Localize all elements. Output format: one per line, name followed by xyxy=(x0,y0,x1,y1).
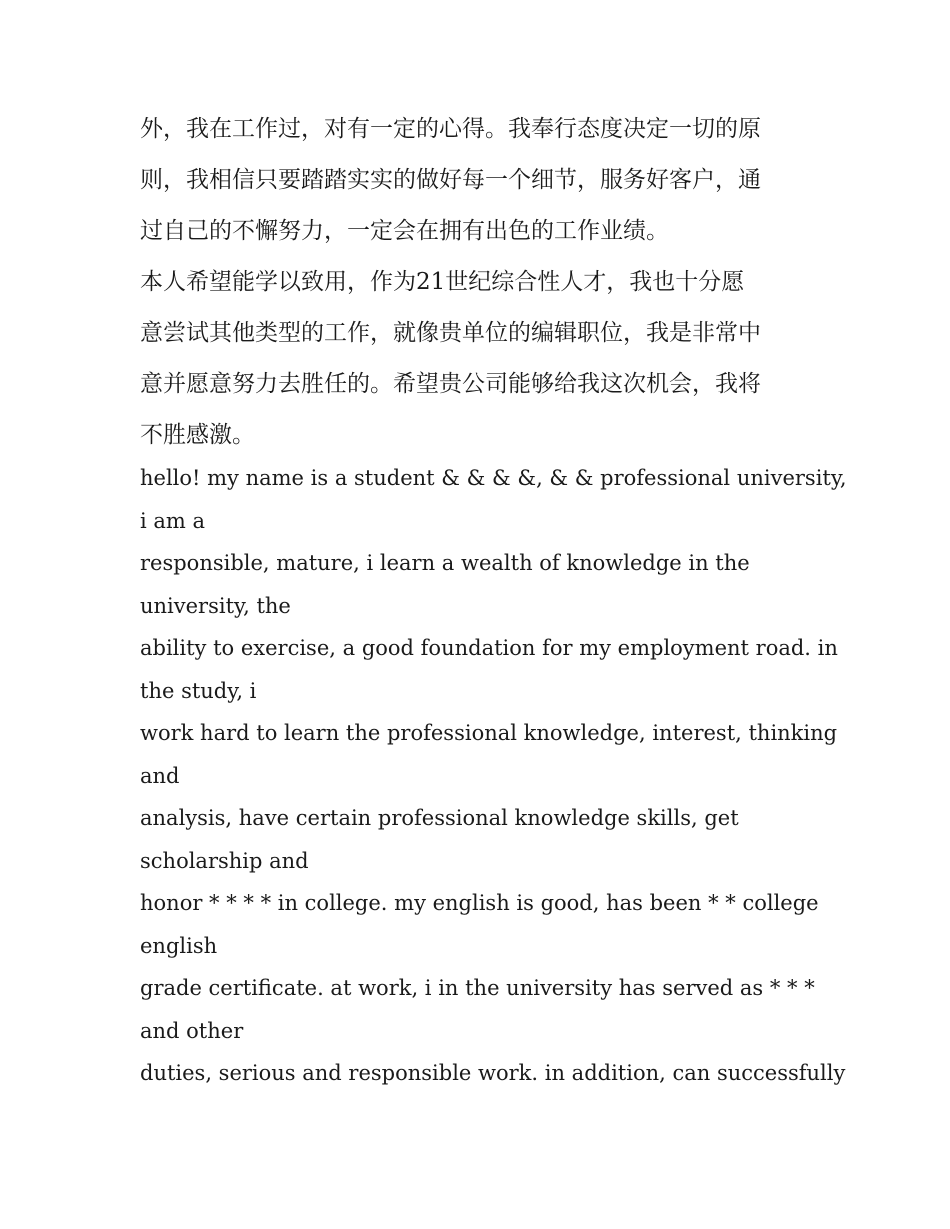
en-line: analysis, have certain professional knowledge skills, get xyxy=(140,806,739,830)
zh-line: 过自己的不懈努力，一定会在拥有出色的工作业绩。 xyxy=(140,218,669,244)
en-line: ability to exercise, a good foundation for my employment road. in xyxy=(140,636,838,660)
en-line: hello! my name is a student & & & &, & & professional university, xyxy=(140,466,847,490)
en-line: the study, i xyxy=(140,678,257,703)
zh-line: 外，我在工作过，对有一定的心得。我奉行态度决定一切的原 xyxy=(140,116,761,142)
en-line: scholarship and xyxy=(140,848,309,873)
zh-line: 意并愿意努力去胜任的。希望贵公司能够给我这次机会，我将 xyxy=(140,371,761,397)
en-line: work hard to learn the professional knowledge, interest, thinking xyxy=(140,721,838,745)
zh-line: 本人希望能学以致用，作为21世纪综合性人才，我也十分愿 xyxy=(140,269,745,295)
en-line: and other xyxy=(140,1018,244,1043)
en-line: responsible, mature, i learn a wealth of knowledge in the xyxy=(140,551,750,575)
en-line: english xyxy=(140,933,218,958)
english-paragraph xyxy=(140,457,847,1095)
en-line: i am a xyxy=(140,508,206,533)
zh-line: 不胜感激。 xyxy=(140,422,255,448)
chinese-paragraphs xyxy=(140,104,820,461)
en-line: university, the xyxy=(140,593,291,618)
en-line: duties, serious and responsible work. in addition, can successfully xyxy=(140,1061,846,1085)
en-line: grade certificate. at work, i in the university has served as * * * xyxy=(140,976,815,1000)
en-line: honor * * * * in college. my english is good, has been * * college xyxy=(140,891,819,915)
en-line: and xyxy=(140,763,180,788)
zh-line: 意尝试其他类型的工作，就像贵单位的编辑职位，我是非常中 xyxy=(140,320,761,346)
zh-line: 则，我相信只要踏踏实实的做好每一个细节，服务好客户，通 xyxy=(140,167,761,193)
